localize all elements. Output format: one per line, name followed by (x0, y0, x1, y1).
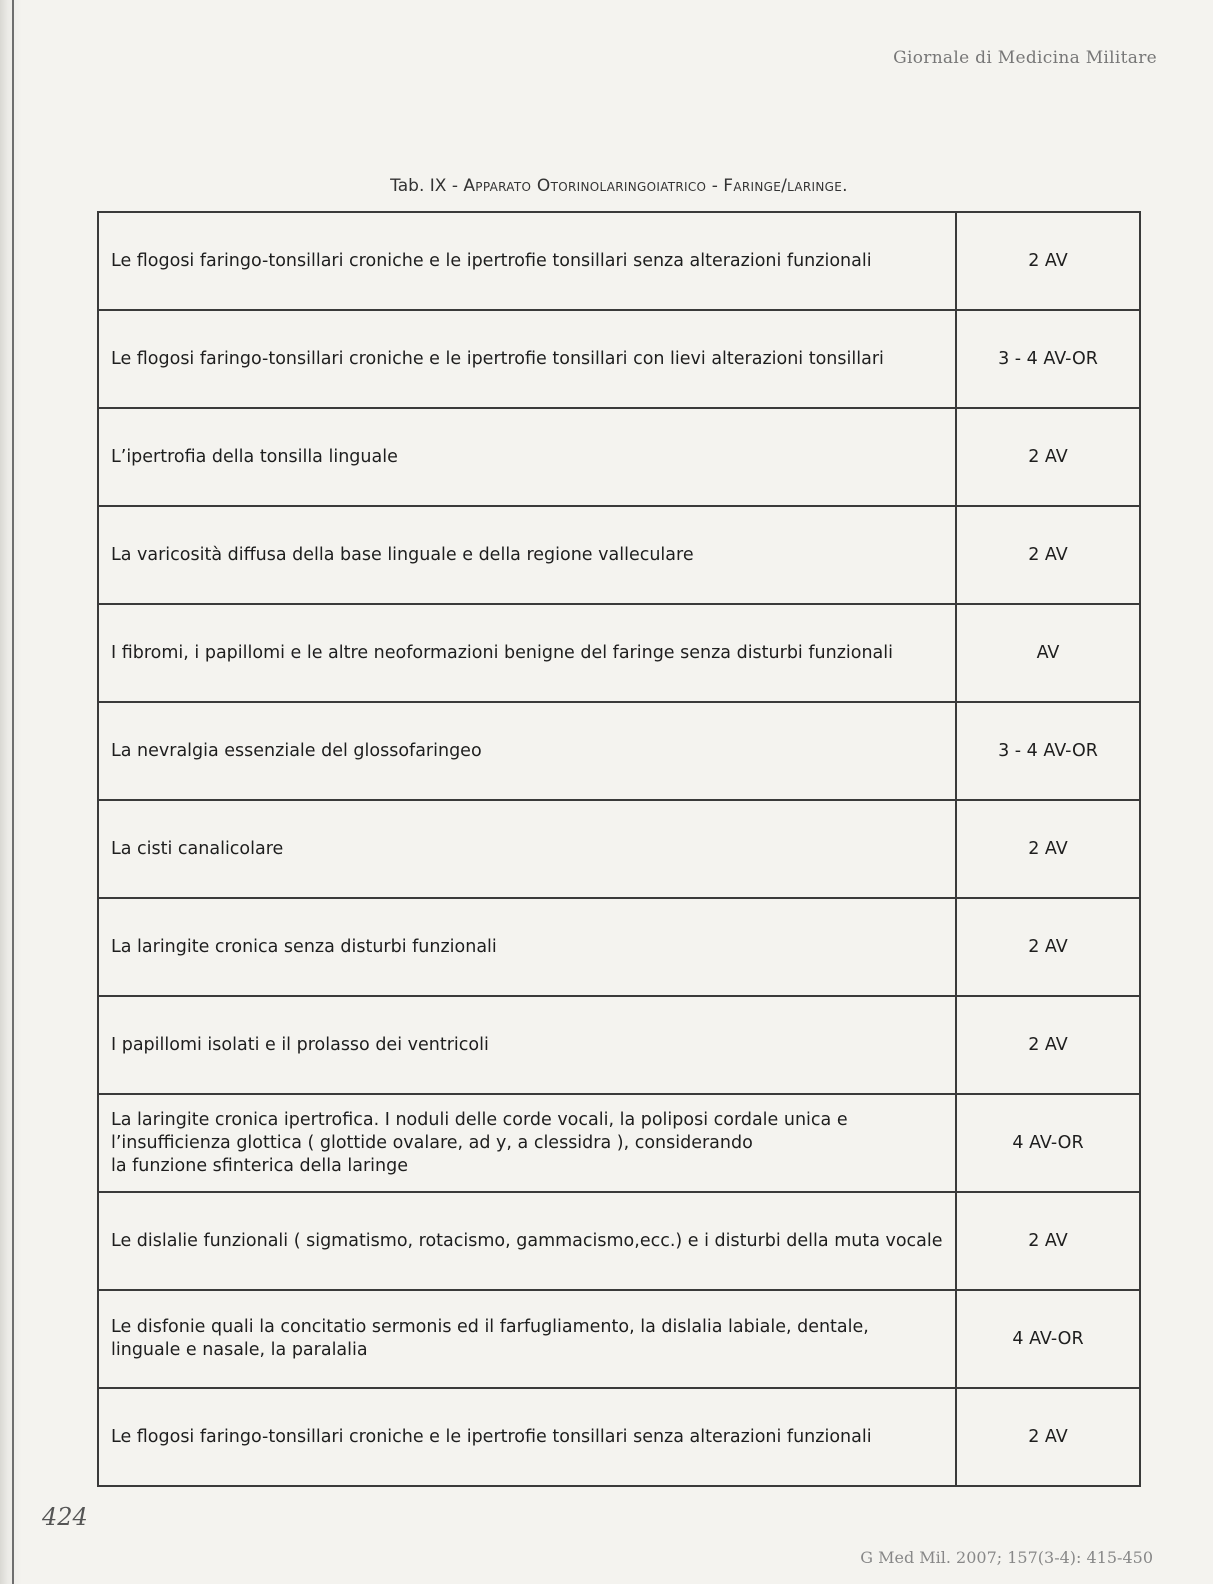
condition-cell: I fibromi, i papillomi e le altre neoformazioni benigne del faringe senza disturbi funzionali (98, 604, 956, 702)
table-caption-subtitle: Faringe/laringe. (723, 176, 848, 196)
condition-line: l’insufficienza glottica ( glottide ovalare, ad y, a clessidra ), considerando (111, 1132, 753, 1153)
table-row (98, 1388, 1140, 1486)
classification-cell: 3 - 4 AV-OR (956, 310, 1140, 408)
table-caption-prefix: Tab. IX - (390, 176, 464, 196)
classification-cell: 2 AV (956, 1388, 1140, 1486)
table-caption (98, 176, 1140, 196)
table-row (98, 898, 1140, 996)
condition-cell: La laringite cronica senza disturbi funzionali (98, 898, 956, 996)
classification-cell: 3 - 4 AV-OR (956, 702, 1140, 800)
condition-cell: I papillomi isolati e il prolasso dei ventricoli (98, 996, 956, 1094)
table-row (98, 310, 1140, 408)
condition-cell: L’ipertrofia della tonsilla linguale (98, 408, 956, 506)
table-row (98, 506, 1140, 604)
page-binding-edge (0, 0, 22, 1584)
condition-cell: La varicosità diffusa della base linguale e della regione valleculare (98, 506, 956, 604)
table-caption-separator: - (706, 176, 724, 196)
table-caption-title: Apparato Otorinolaringoiatrico (463, 176, 707, 196)
condition-cell: Le flogosi faringo-tonsillari croniche e le ipertrofie tonsillari con lievi alterazioni tonsillari (98, 310, 956, 408)
table-row (98, 1290, 1140, 1388)
condition-line: linguale e nasale, la paralalia (111, 1340, 368, 1360)
condition-line: la funzione sfinterica della laringe (111, 1155, 408, 1176)
table-row (98, 1094, 1140, 1192)
condition-cell (98, 1290, 956, 1388)
table-row (98, 996, 1140, 1094)
classification-cell: 2 AV (956, 996, 1140, 1094)
table-row (98, 212, 1140, 310)
condition-cell (98, 1094, 956, 1192)
requirements-table-container (97, 211, 1141, 1487)
page-number: 424 (42, 1503, 88, 1531)
table-row (98, 408, 1140, 506)
journal-citation: G Med Mil. 2007; 157(3-4): 415-450 (860, 1548, 1153, 1567)
classification-cell: 2 AV (956, 408, 1140, 506)
condition-line: Le disfonie quali la concitatio sermonis ed il farfugliamento, la dislalia labiale, dentale, (111, 1317, 869, 1337)
condition-cell: La nevralgia essenziale del glossofaringeo (98, 702, 956, 800)
table-row (98, 800, 1140, 898)
table-row (98, 604, 1140, 702)
classification-cell: 2 AV (956, 1192, 1140, 1290)
condition-cell: Le dislalie funzionali ( sigmatismo, rotacismo, gammacismo,ecc.) e i disturbi della muta vocale (98, 1192, 956, 1290)
classification-cell: AV (956, 604, 1140, 702)
classification-cell: 2 AV (956, 506, 1140, 604)
condition-cell: Le flogosi faringo-tonsillari croniche e le ipertrofie tonsillari senza alterazioni funzionali (98, 1388, 956, 1486)
condition-cell: Le flogosi faringo-tonsillari croniche e le ipertrofie tonsillari senza alterazioni funzionali (98, 212, 956, 310)
classification-cell: 4 AV-OR (956, 1094, 1140, 1192)
requirements-table (97, 211, 1141, 1487)
table-row (98, 702, 1140, 800)
classification-cell: 4 AV-OR (956, 1290, 1140, 1388)
classification-cell: 2 AV (956, 212, 1140, 310)
condition-cell: La cisti canalicolare (98, 800, 956, 898)
classification-cell: 2 AV (956, 898, 1140, 996)
classification-cell: 2 AV (956, 800, 1140, 898)
page-binding-line (12, 0, 14, 1584)
journal-running-head: Giornale di Medicina Militare (893, 48, 1157, 68)
condition-line: La laringite cronica ipertrofica. I noduli delle corde vocali, la poliposi cordale unica e (111, 1109, 848, 1130)
table-row (98, 1192, 1140, 1290)
